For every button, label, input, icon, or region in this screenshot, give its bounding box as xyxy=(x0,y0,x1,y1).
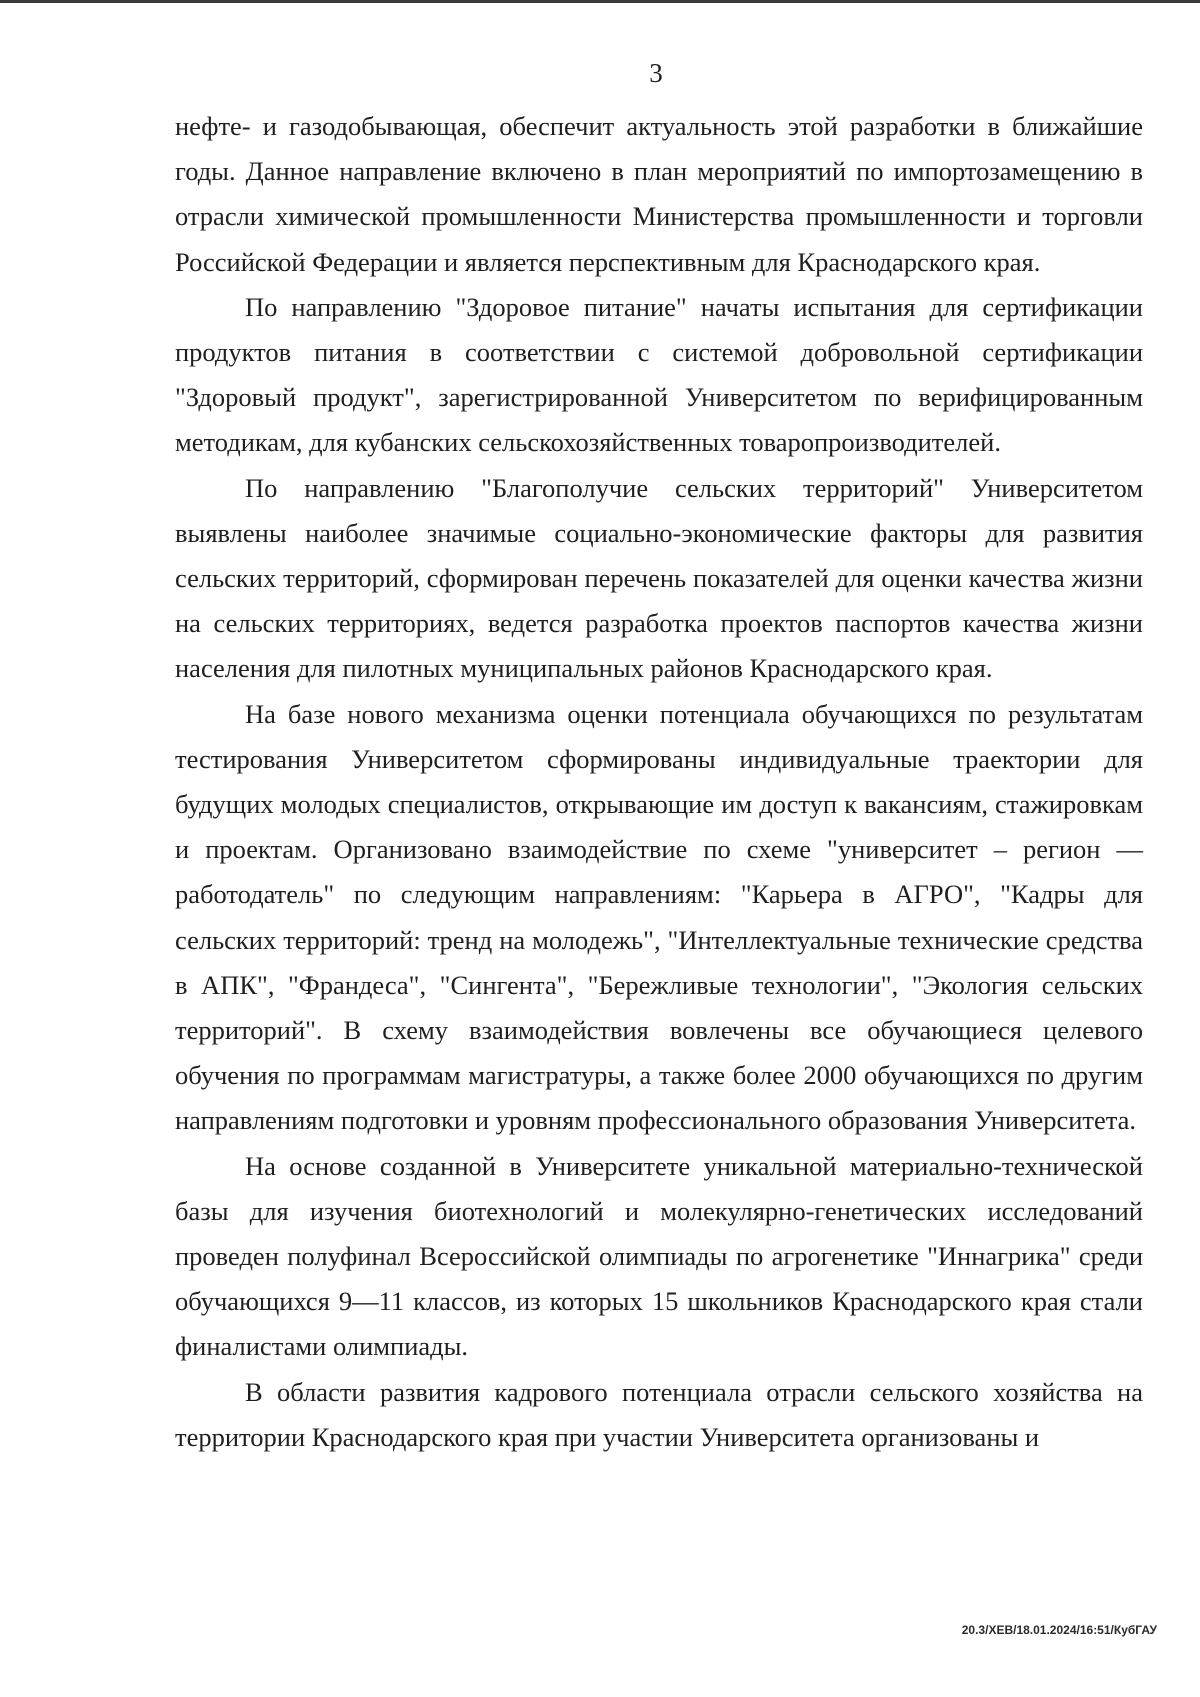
paragraph-personnel-potential: В области развития кадрового потенциала отрасли сельского хозяйства на территории Краснодарского края при участии Университета организованы и xyxy=(175,1376,1143,1452)
document-body xyxy=(175,104,1143,1460)
page-number: 3 xyxy=(649,58,663,88)
paragraph-student-trajectories: На базе нового механизма оценки потенциала обучающихся по результатам тестирования Университетом сформированы индивидуальные траектории для будущих молодых специалистов, открывающие им доступ к вакансиям, стажировкам и проектам. Организовано взаимодействие по схеме "университет – регион — работодатель" по следующим направлениям: "Карьера в АГРО", "Кадры для сельских территорий: тренд на молодежь", "Интеллектуальные технические средства в АПК", "Франдеса", "Сингента", "Бережливые технологии", "Экология сельских территорий". В схему взаимодействия вовлечены все обучающиеся целевого обучения по программам магистратуры, а также более 2000 обучающихся по другим направлениям подготовки и уровням профессионального образования Университета. xyxy=(175,698,1143,1136)
scan-top-edge xyxy=(0,0,1200,3)
paragraph-olympiad: На основе созданной в Университете уникальной материально-технической базы для изучения биотехнологий и молекулярно-генетических исследований проведен полуфинал Всероссийской олимпиады по агрогенетике "Иннагрика" среди обучающихся 9—11 классов, из которых 15 школьников Краснодарского края стали финалистами олимпиады. xyxy=(175,1150,1143,1362)
registration-stamp: 20.3/ХЕВ/18.01.2024/16:51/КубГАУ xyxy=(961,1623,1157,1637)
paragraph-rural-wellbeing: По направлению "Благополучие сельских территорий" Университетом выявлены наиболее значимые социально-экономические факторы для развития сельских территорий, сформирован перечень показателей для оценки качества жизни на сельских территориях, ведется разработка проектов паспортов качества жизни населения для пилотных муниципальных районов Краснодарского края. xyxy=(175,472,1143,684)
paragraph-continuation: нефте- и газодобывающая, обеспечит актуальность этой разработки в ближайшие годы. Данное направление включено в план мероприятий по импортозамещению в отрасли химической промышленности Министерства промышленности и торговли Российской Федерации и является перспективным для Краснодарского края. xyxy=(175,111,1143,277)
paragraph-healthy-nutrition: По направлению "Здоровое питание" начаты испытания для сертификации продуктов питания в соответствии с системой добровольной сертификации "Здоровый продукт", зарегистрированной Университетом по верифицированным методикам, для кубанских сельскохозяйственных товаропроизводителей. xyxy=(175,291,1143,458)
